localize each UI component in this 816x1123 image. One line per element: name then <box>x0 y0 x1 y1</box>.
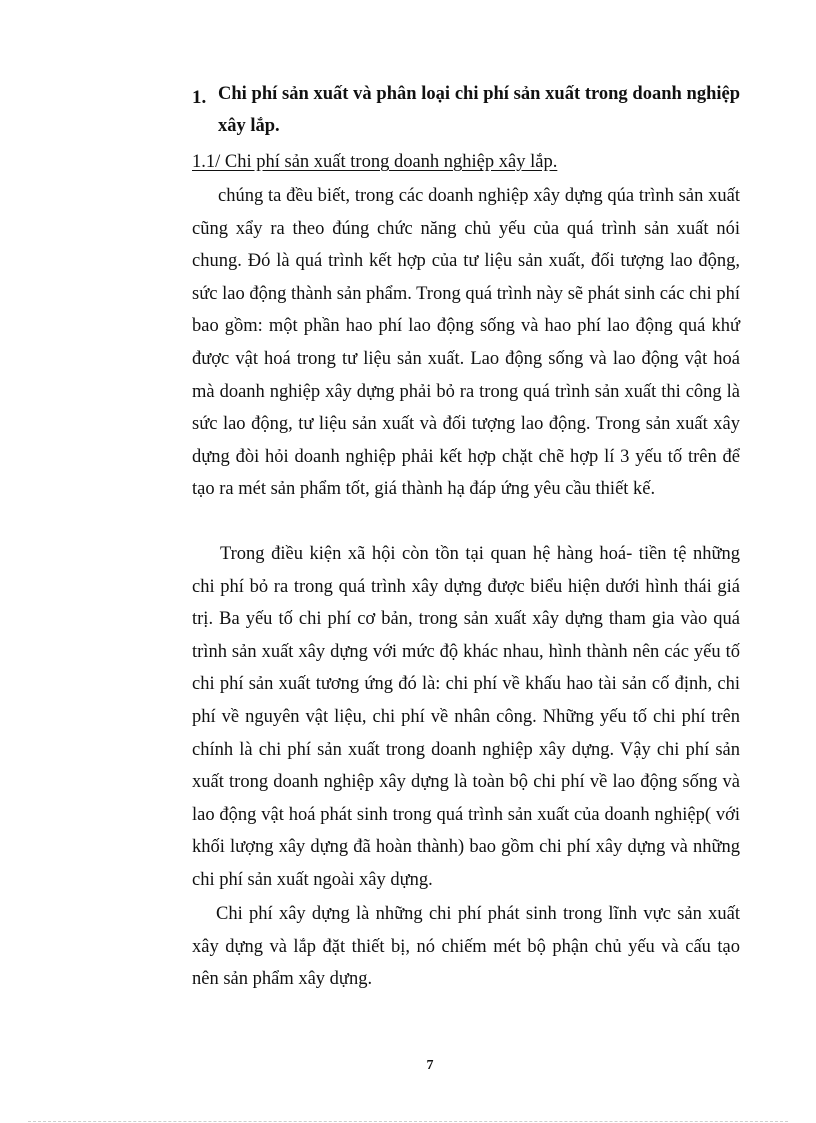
page-number: 7 <box>426 1058 434 1073</box>
section-number: 1. <box>192 87 207 108</box>
section-title: Chi phí sản xuất và phân loại chi phí sản xuất trong doanh nghiệp xây lắp. <box>218 84 740 136</box>
paragraph: Chi phí xây dựng là những chi phí phát sinh trong lĩnh vực sản xuất xây dựng và lắp đặt thiết bị, nó chiếm mét bộ phận chủ yếu và cấu tạo nên sản phẩm xây dựng. <box>192 904 740 990</box>
subsection-heading: 1.1/ Chi phí sản xuất trong doanh nghiệp xây lắp. <box>192 152 558 172</box>
page-bottom-divider <box>28 1121 788 1122</box>
paragraph: chúng ta đều biết, trong các doanh nghiệp xây dựng qúa trình sản xuất cũng xẩy ra theo đúng chức năng chủ yếu của quá trình sản xuất nói chung. Đó là quá trình kết hợp của tư liệu sản xuất, đối tượng lao động, sức lao động thành sản phẩm. Trong quá trình này sẽ phát sinh các chi phí bao gồm: một phần hao phí lao động sống và hao phí lao động quá khứ được vật hoá trong tư liệu sản xuất. Lao động sống và lao động vật hoá mà doanh nghiệp xây dựng phải bỏ ra trong quá trình sản xuất thi công là sức lao động, tư liệu sản xuất và đối tượng lao động. Trong sản xuất xây dựng đòi hỏi doanh nghiệp phải kết hợp chặt chẽ hợp lí 3 yếu tố trên để tạo ra mét sản phẩm tốt, giá thành hạ đáp ứng yêu cầu thiết kế. <box>192 186 740 500</box>
section-heading <box>192 78 740 142</box>
paragraph: Trong điều kiện xã hội còn tồn tại quan hệ hàng hoá- tiền tệ những chi phí bỏ ra trong quá trình xây dựng được biểu hiện dưới hình thái giá trị. Ba yếu tố chi phí cơ bản, trong sản xuất xây dựng tham gia vào quá trình sản xuất xây dựng với mức độ khác nhau, hình thành nên các yếu tố chi phí sản xuất tương ứng đó là: chi phí về khấu hao tài sản cố định, chi phí về nguyên vật liệu, chi phí về nhân công. Những yếu tố chi phí trên chính là chi phí sản xuất trong doanh nghiệp xây dựng. Vậy chi phí sản xuất trong doanh nghiệp xây dựng là toàn bộ chi phí về lao động sống và lao động vật hoá phát sinh trong quá trình sản xuất của doanh nghiệp( với khối lượng xây dựng đã hoàn thành) bao gồm chi phí xây dựng và những chi phí sản xuất ngoài xây dựng. <box>192 544 740 890</box>
